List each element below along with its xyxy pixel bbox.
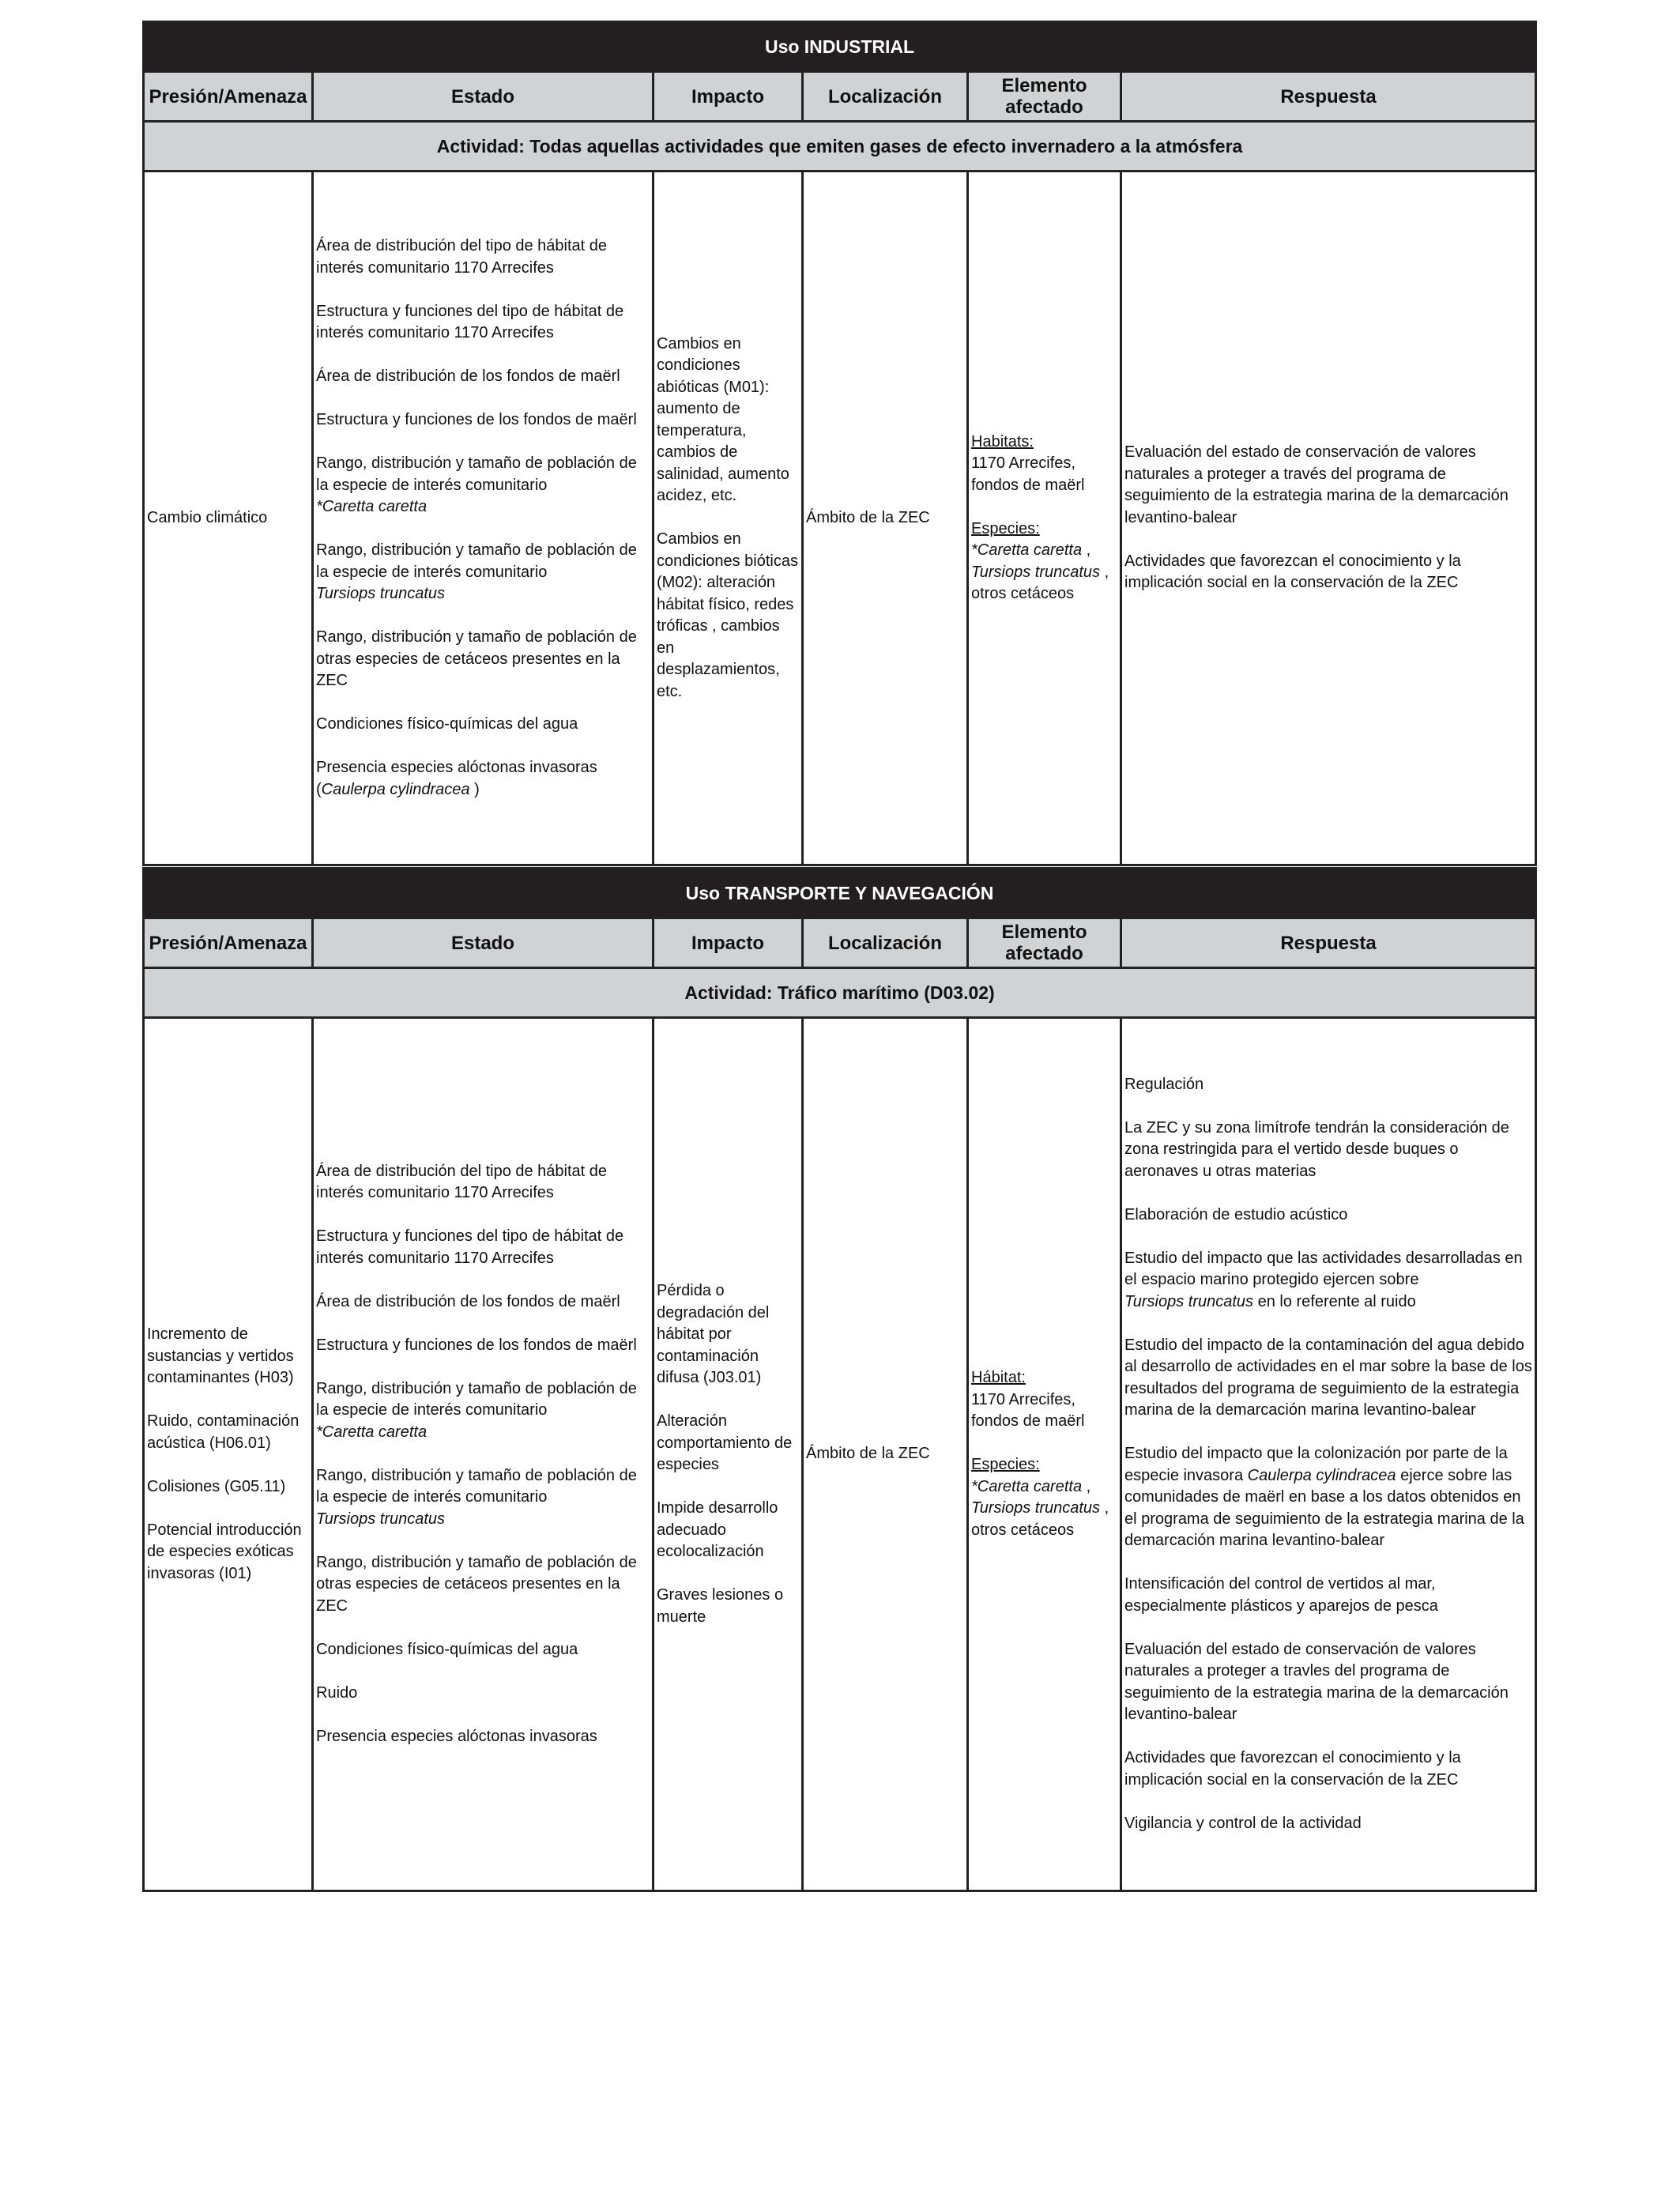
respuesta-cell bbox=[1121, 1018, 1536, 1891]
respuesta-item: Regulación bbox=[1124, 1075, 1204, 1093]
estado-item: Estructura y funciones de los fondos de maërl bbox=[316, 1336, 637, 1354]
section-title: Uso TRANSPORTE Y NAVEGACIÓN bbox=[144, 869, 1536, 918]
estado-item: Estructura y funciones del tipo de hábitat de interés comunitario 1170 Arrecifes bbox=[316, 302, 624, 341]
col-impacto: Impacto bbox=[654, 72, 803, 122]
estado-item: Área de distribución de los fondos de maërl bbox=[316, 1292, 620, 1310]
separator: , bbox=[1082, 1477, 1091, 1495]
impacto-item: Cambios en condiciones bióticas (M02): alteración hábitat físico, redes tróficas , cambios en desplazamientos, etc. bbox=[657, 530, 798, 700]
table-row bbox=[144, 1018, 1536, 1891]
species-name: Tursiops truncatus bbox=[971, 563, 1101, 581]
respuesta-item: Evaluación del estado de conservación de valores naturales a proteger a travles del programa de seguimiento de la estrategia marina de la demarcación levantino-balear bbox=[1124, 1640, 1509, 1724]
estado-text: Rango, distribución y tamaño de población de la especie de interés comunitario bbox=[316, 541, 637, 581]
estado-item bbox=[316, 453, 650, 518]
respuesta-text: ejerce sobre las comunidades de maërl en base a los datos obtenidos en el programa de seguimiento de la estrategia marina de la demarcación marina levantino-balear bbox=[1124, 1466, 1524, 1550]
estado-item: Área de distribución del tipo de hábitat de interés comunitario 1170 Arrecifes bbox=[316, 237, 608, 277]
impacto-cell bbox=[654, 1018, 803, 1891]
respuesta-item: Intensificación del control de vertidos al mar, especialmente plásticos y aparejos de pesca bbox=[1124, 1575, 1438, 1615]
pressure-item: Colisiones (G05.11) bbox=[147, 1477, 286, 1495]
habitat-label: Hábitat: bbox=[971, 1369, 1026, 1386]
col-elemento: Elemento afectado bbox=[968, 918, 1121, 968]
especies-tail: , otros cetáceos bbox=[971, 1499, 1109, 1539]
species-name: *Caretta caretta bbox=[316, 1423, 428, 1441]
col-estado: Estado bbox=[313, 918, 654, 968]
pressure-cell bbox=[144, 1018, 313, 1891]
respuesta-item: Actividades que favorezcan el conocimiento y la implicación social en la conservación de la ZEC bbox=[1124, 552, 1461, 592]
species-name: Tursiops truncatus bbox=[316, 1510, 446, 1528]
col-presion: Presión/Amenaza bbox=[144, 918, 313, 968]
respuesta-item: Elaboración de estudio acústico bbox=[1124, 1205, 1348, 1223]
respuesta-item: Actividades que favorezcan el conocimiento y la implicación social en la conservación de la ZEC bbox=[1124, 1749, 1461, 1789]
elemento-cell bbox=[968, 1018, 1121, 1891]
localizacion-text: Ámbito de la ZEC bbox=[806, 508, 930, 526]
estado-text: Rango, distribución y tamaño de población de la especie de interés comunitario bbox=[316, 1379, 637, 1419]
col-localizacion: Localización bbox=[803, 918, 968, 968]
impacto-item: Alteración comportamiento de especies bbox=[657, 1412, 793, 1473]
estado-cell bbox=[313, 172, 654, 865]
estado-item bbox=[316, 1378, 650, 1444]
species-name: Tursiops truncatus bbox=[971, 1499, 1101, 1517]
pressure-item: Incremento de sustancias y vertidos contaminantes (H03) bbox=[147, 1325, 294, 1386]
species-name: *Caretta caretta bbox=[316, 498, 428, 515]
localizacion-text: Ámbito de la ZEC bbox=[806, 1445, 930, 1463]
estado-text: Rango, distribución y tamaño de población de la especie de interés comunitario bbox=[316, 1466, 637, 1506]
estado-item: Condiciones físico-químicas del agua bbox=[316, 1640, 578, 1658]
estado-item bbox=[316, 540, 650, 605]
estado-item: Estructura y funciones del tipo de hábitat de interés comunitario 1170 Arrecifes bbox=[316, 1227, 624, 1267]
elemento-especies bbox=[971, 1454, 1117, 1541]
estado-item: Condiciones físico-químicas del agua bbox=[316, 715, 578, 733]
respuesta-item: Evaluación del estado de conservación de valores naturales a proteger a través del programa de seguimiento de la estrategia marina de la demarcación levantino-balear bbox=[1124, 443, 1509, 526]
estado-text: Presencia especies alóctonas invasoras ( bbox=[316, 759, 597, 798]
estado-text: Rango, distribución y tamaño de población de la especie de interés comunitario bbox=[316, 454, 637, 494]
pressure-item: Potencial introducción de especies exóticas invasoras (I01) bbox=[147, 1521, 302, 1582]
especies-tail: , otros cetáceos bbox=[971, 563, 1109, 602]
respuesta-text: en lo referente al ruido bbox=[1253, 1292, 1416, 1310]
respuesta-cell bbox=[1121, 172, 1536, 865]
species-name: *Caretta caretta bbox=[971, 541, 1083, 559]
estado-item bbox=[316, 1465, 650, 1531]
col-elemento: Elemento afectado bbox=[968, 72, 1121, 122]
pressure-cell bbox=[144, 172, 313, 865]
estado-item: Rango, distribución y tamaño de población de otras especies de cetáceos presentes en la ZEC bbox=[316, 1553, 637, 1615]
especies-label: Especies: bbox=[971, 1456, 1040, 1473]
respuesta-item: La ZEC y su zona limítrofe tendrán la consideración de zona restringida para el vertido desde buques o aeronaves u otras materias bbox=[1124, 1118, 1509, 1180]
col-presion: Presión/Amenaza bbox=[144, 72, 313, 122]
estado-item bbox=[316, 757, 650, 801]
industrial-table bbox=[142, 21, 1537, 866]
elemento-habitat bbox=[971, 432, 1117, 497]
activity-row: Actividad: Todas aquellas actividades que emiten gases de efecto invernadero a la atmósfera bbox=[144, 122, 1536, 172]
separator: , bbox=[1082, 541, 1091, 559]
column-header-row bbox=[144, 72, 1536, 122]
elemento-cell bbox=[968, 172, 1121, 865]
respuesta-text: Estudio del impacto que las actividades desarrolladas en el espacio marino protegido ejercen sobre bbox=[1124, 1249, 1523, 1289]
table-row bbox=[144, 172, 1536, 865]
impacto-item: Impide desarrollo adecuado ecolocalización bbox=[657, 1499, 778, 1560]
species-name: Caulerpa cylindracea bbox=[1247, 1466, 1396, 1484]
localizacion-cell bbox=[803, 172, 968, 865]
especies-label: Especies: bbox=[971, 519, 1040, 537]
column-header-row bbox=[144, 918, 1536, 968]
estado-item: Estructura y funciones de los fondos de maërl bbox=[316, 411, 637, 428]
estado-item: Presencia especies alóctonas invasoras bbox=[316, 1727, 597, 1745]
pressure-text: Cambio climático bbox=[147, 508, 268, 526]
activity-row: Actividad: Tráfico marítimo (D03.02) bbox=[144, 968, 1536, 1018]
estado-item: Rango, distribución y tamaño de población de otras especies de cetáceos presentes en la ZEC bbox=[316, 628, 637, 689]
col-impacto: Impacto bbox=[654, 918, 803, 968]
estado-item: Área de distribución del tipo de hábitat de interés comunitario 1170 Arrecifes bbox=[316, 1162, 608, 1202]
impacto-item: Cambios en condiciones abióticas (M01): aumento de temperatura, cambios de salinidad, aumento acidez, etc. bbox=[657, 334, 789, 505]
impacto-item: Pérdida o degradación del hábitat por contaminación difusa (J03.01) bbox=[657, 1282, 770, 1386]
col-estado: Estado bbox=[313, 72, 654, 122]
estado-item: Área de distribución de los fondos de maërl bbox=[316, 368, 620, 385]
habitat-text: 1170 Arrecifes, fondos de maërl bbox=[971, 1390, 1085, 1430]
species-name: Tursiops truncatus bbox=[1124, 1292, 1254, 1310]
respuesta-item: Vigilancia y control de la actividad bbox=[1124, 1814, 1362, 1832]
elemento-especies bbox=[971, 518, 1117, 605]
species-name: Tursiops truncatus bbox=[316, 585, 446, 602]
respuesta-item bbox=[1124, 1443, 1532, 1552]
species-name: *Caretta caretta bbox=[971, 1477, 1083, 1495]
col-localizacion: Localización bbox=[803, 72, 968, 122]
respuesta-item bbox=[1124, 1248, 1532, 1314]
habitat-text: 1170 Arrecifes, fondos de maërl bbox=[971, 454, 1085, 494]
estado-text: ) bbox=[469, 780, 480, 798]
impacto-item: Graves lesiones o muerte bbox=[657, 1586, 784, 1626]
estado-cell bbox=[313, 1018, 654, 1891]
estado-item: Ruido bbox=[316, 1683, 358, 1702]
section-title: Uso INDUSTRIAL bbox=[144, 22, 1536, 72]
impacto-cell bbox=[654, 172, 803, 865]
transporte-table bbox=[142, 867, 1537, 1892]
col-respuesta: Respuesta bbox=[1121, 918, 1536, 968]
col-respuesta: Respuesta bbox=[1121, 72, 1536, 122]
species-name: Caulerpa cylindracea bbox=[321, 780, 470, 798]
habitat-label: Habitats: bbox=[971, 432, 1034, 450]
respuesta-item: Estudio del impacto de la contaminación del agua debido al desarrollo de actividades en el mar sobre la base de los resultados del programa de seguimiento de la estrategia marina de la demarcación marina levantino-balear bbox=[1124, 1336, 1532, 1419]
pressure-item: Ruido, contaminación acústica (H06.01) bbox=[147, 1412, 299, 1452]
respuesta-text: Estudio del impacto que la colonización por parte de la especie invasora bbox=[1124, 1445, 1508, 1484]
localizacion-cell bbox=[803, 1018, 968, 1891]
elemento-habitat bbox=[971, 1367, 1117, 1433]
